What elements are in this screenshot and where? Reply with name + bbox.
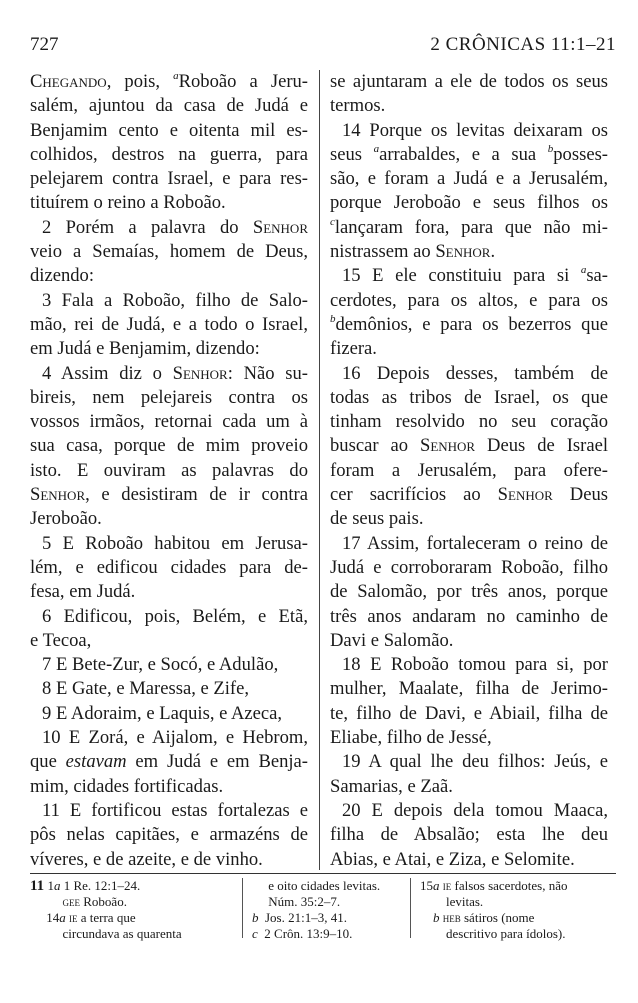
footnote-line: 14a ie a terra que	[30, 910, 136, 925]
text-line: buscar ao Senhor Deus de Israel	[330, 435, 608, 457]
text-line: 15 E ele constituiu para si $^a$sa-	[342, 264, 608, 287]
text-line: fesa, em Judá.	[30, 581, 136, 603]
text-line: são, e foram a Judá e a Jerusalém,	[330, 168, 608, 190]
footnote-line: levitas.	[420, 894, 484, 909]
text-line: pelejarem contra Israel, e para res-	[30, 168, 308, 190]
footnote-column-divider	[242, 878, 243, 938]
footnotes-column-3	[420, 878, 616, 942]
text-line: nistrassem ao Senhor.	[330, 241, 496, 263]
text-column-left	[30, 70, 308, 870]
text-line: tituírem o reino a Roboão.	[30, 192, 226, 214]
text-line: de Salomão, por três anos, porque	[330, 581, 608, 603]
text-line: que estavam em Judá e em Benja-	[30, 751, 308, 773]
footnotes-column-2	[252, 878, 402, 942]
footnote-line: descritivo para ídolos).	[420, 926, 566, 941]
text-line: 17 Assim, fortaleceram o reino de	[342, 532, 608, 554]
footnote-line: b heb sátiros (nome	[433, 910, 535, 925]
text-line: vossos irmãos, retornai cada um à	[30, 411, 308, 433]
text-line: salém, ajuntou da casa de Judá e	[30, 95, 308, 117]
page-number: 727	[30, 34, 59, 55]
text-line: $^b$demônios, e para os bezerros que	[330, 312, 608, 335]
footnote-line: circundava as quarenta	[30, 926, 182, 941]
text-line: 6 Edificou, pois, Belém, e Etã,	[42, 605, 308, 627]
text-line: 3 Fala a Roboão, filho de Salo-	[42, 289, 308, 311]
text-line: Davi e Salomão.	[330, 629, 454, 651]
text-line: lém, e edificou cidades para de-	[30, 556, 308, 578]
text-line: Jeroboão.	[30, 508, 102, 530]
text-line: porque Jeroboão e seus filhos os	[330, 192, 608, 214]
footnote-line: 11 1a 1 Re. 12:1–24.	[30, 878, 141, 894]
text-column-right	[330, 70, 608, 870]
text-line: 10 E Zorá, e Aijalom, e Hebrom,	[42, 727, 308, 749]
text-line: Eliabe, filho de Jessé,	[330, 727, 492, 749]
text-line: três anos andaram no caminho de	[330, 605, 608, 627]
running-head: 2 CRÔNICAS 11:1–21	[430, 34, 616, 55]
text-line: pôs nelas capitães, e armazéns de	[30, 824, 308, 846]
text-line: 20 E depois dela tomou Maaca,	[342, 799, 608, 821]
text-line: 4 Assim diz o Senhor: Não su-	[42, 362, 308, 384]
footnote-line: 15a ie falsos sacerdotes, não	[420, 878, 568, 893]
text-line: tinham resolvido no seu coração	[330, 411, 608, 433]
text-line: colhidos, destros na guerra, para	[30, 143, 308, 165]
text-line: termos.	[330, 95, 386, 117]
text-line: todas as tribos de Israel, os que	[330, 386, 608, 408]
text-line: Senhor, e desistiram de ir contra	[30, 484, 308, 506]
text-line: Abias, e Atai, e Ziza, e Selomite.	[330, 848, 575, 870]
text-line: 8 E Gate, e Maressa, e Zife,	[42, 678, 250, 700]
footnote-line: c 2 Crôn. 13:9–10.	[252, 926, 353, 941]
text-line: mão, rei de Judá, e a todo o Israel,	[30, 313, 308, 335]
page-header	[30, 34, 616, 60]
text-line: foram a Jerusalém, para ofere-	[330, 459, 608, 481]
text-line: 16 Depois desses, também de	[342, 362, 608, 384]
text-line: 18 E Roboão tomou para si, por	[342, 654, 608, 676]
text-line: víveres, e de azeite, e de vinho.	[30, 848, 263, 870]
text-line: mulher, Maalate, filha de Jerimo-	[330, 678, 608, 700]
text-line: se ajuntaram a ele de todos os seus	[330, 71, 608, 92]
footnote-column-divider	[410, 878, 411, 938]
footnotes-column-1	[30, 878, 230, 942]
footnote-line: gee Roboão.	[62, 894, 127, 909]
text-line: 5 E Roboão habitou em Jerusa-	[42, 532, 308, 554]
text-line: dizendo:	[30, 265, 95, 287]
text-line: 9 E Adoraim, e Laquis, e Azeca,	[42, 702, 283, 724]
text-line: em Judá e Benjamim, dizendo:	[30, 338, 260, 360]
text-line: veio a Semaías, homem de Deus,	[30, 241, 308, 263]
text-line: Samarias, e Zaã.	[330, 775, 453, 797]
text-line: de seus pais.	[330, 508, 424, 530]
footnote-line: e oito cidades levitas.	[252, 878, 381, 893]
text-line: seus $^a$arrabaldes, e a sua $^b$posses-	[330, 142, 608, 165]
text-line: mim, cidades fortificadas.	[30, 775, 224, 797]
footnote-line: Núm. 35:2–7.	[252, 894, 341, 909]
text-line: 19 A qual lhe deu filhos: Jeús, e	[342, 751, 608, 773]
text-line: Benjamim cento e oitenta mil es-	[30, 119, 308, 141]
column-divider	[319, 70, 320, 870]
text-line: Judá e corroboraram Roboão, filho	[330, 556, 608, 578]
text-line: fizera.	[330, 338, 377, 360]
footnote-divider	[30, 873, 616, 874]
text-line: te, filho de Davi, e Abiail, filha de	[330, 702, 608, 724]
text-line: filha de Absalão; esta lhe deu	[330, 824, 608, 846]
footnote-line: b Jos. 21:1–3, 41.	[252, 910, 347, 925]
text-line: 14 Porque os levitas deixaram os	[342, 119, 608, 141]
text-line: isto. E ouviram as palavras do	[30, 459, 308, 481]
text-line: e Tecoa,	[30, 629, 92, 651]
text-line: cerdotes, para os altos, e para os	[330, 289, 608, 311]
text-line: $^c$lançaram fora, para que não mi-	[330, 215, 608, 238]
text-line: sua casa, porque de mim proveio	[30, 435, 308, 457]
text-line: Chegando, pois, $^a$Roboão a Jeru-	[30, 70, 308, 92]
text-line: 11 E fortificou estas fortalezas e	[42, 799, 308, 821]
text-line: bireis, nem pelejareis contra os	[30, 386, 308, 408]
text-line: 2 Porém a palavra do Senhor	[42, 216, 308, 238]
text-line: cer sacrifícios ao Senhor Deus	[330, 484, 608, 506]
text-line: 7 E Bete-Zur, e Socó, e Adulão,	[42, 654, 279, 676]
